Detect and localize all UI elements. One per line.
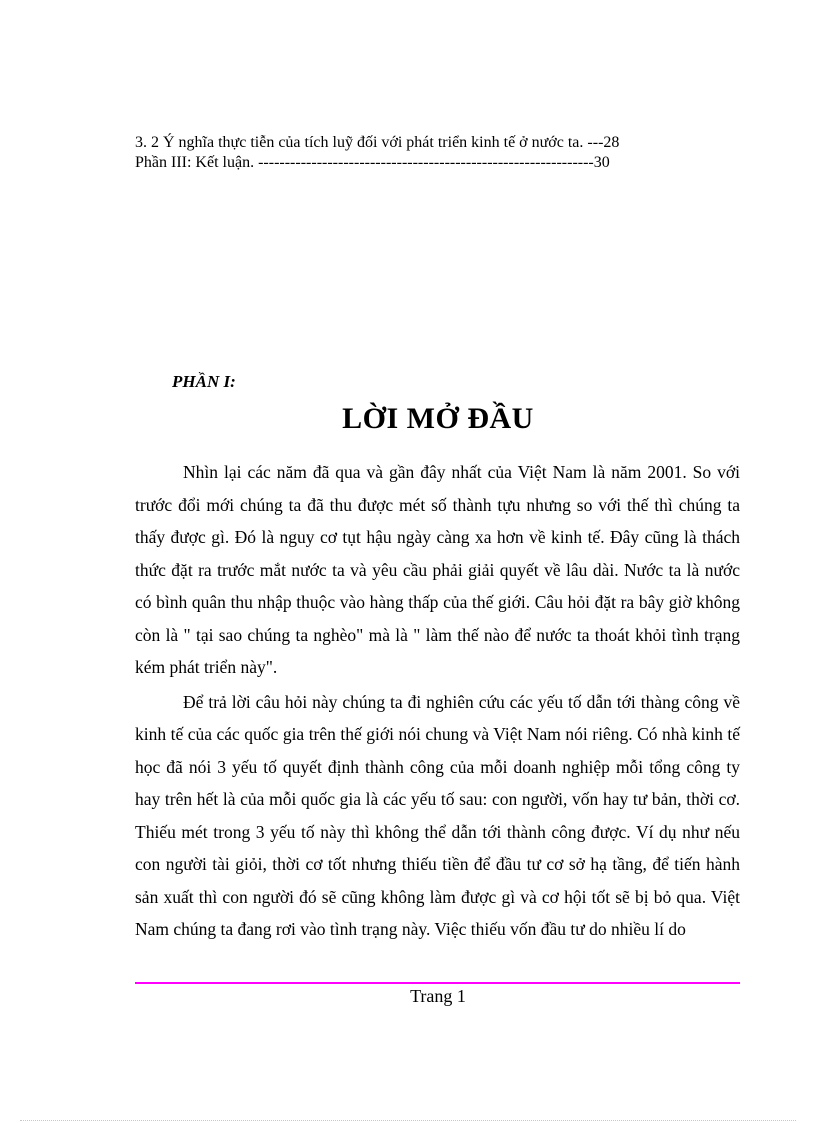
table-of-contents [135,133,755,173]
toc-entry: Phần III: Kết luận. ---------------------------------------------------------------30 [135,154,610,171]
paragraph: Nhìn lại các năm đã qua và gần đây nhất của Việt Nam là năm 2001. So với trước đổi mới chúng ta đã thu được mét số thành tựu nhưng so với thế thì chúng ta thấy được gì. Đó là nguy cơ tụt hậu ngày càng xa hơn về kinh tế. Đây cũng là thách thức đặt ra trước mắt nước ta và yêu cầu phải giải quyết về lâu dài. Nước ta là nước có bình quân thu nhập thuộc vào hàng thấp của thế giới. Câu hỏi đặt ra bây giờ không còn là " tại sao chúng ta nghèo" mà là " làm thế nào để nước ta thoát khỏi tình trạng kém phát triển này". [135,462,740,677]
part-label: PHẦN I: [172,372,236,391]
footer-divider [135,982,740,984]
page-edge-divider [20,1120,796,1121]
section-title: LỜI MỞ ĐẦU [342,402,534,435]
toc-entry: 3. 2 Ý nghĩa thực tiễn của tích luỹ đối với phát triển kinh tế ở nước ta. ---28 [135,134,620,151]
paragraph: Để trả lời câu hỏi này chúng ta đi nghiên cứu các yếu tố dẫn tới thàng công về kinh tế của các quốc gia trên thế giới nói chung và Việt Nam nói riêng. Có nhà kinh tế học đã nói 3 yếu tố quyết định thành công của mỗi doanh nghiệp mỗi tổng công ty hay trên hết là của mỗi quốc gia là các yếu tố sau: con người, vốn hay tư bản, thời cơ. Thiếu mét trong 3 yếu tố này thì không thể dẫn tới thành công được. Ví dụ như nếu con người tài giỏi, thời cơ tốt nhưng thiếu tiền để đầu tư cơ sở hạ tầng, để tiến hành sản xuất thì con người đó sẽ cũng không làm được gì và cơ hội tốt sẽ bị bỏ qua. Việt Nam chúng ta đang rơi vào tình trạng này. Việc thiếu vốn đầu tư do nhiều lí do [135,691,740,939]
page-number: Trang 1 [410,986,466,1006]
body-text [135,456,740,948]
